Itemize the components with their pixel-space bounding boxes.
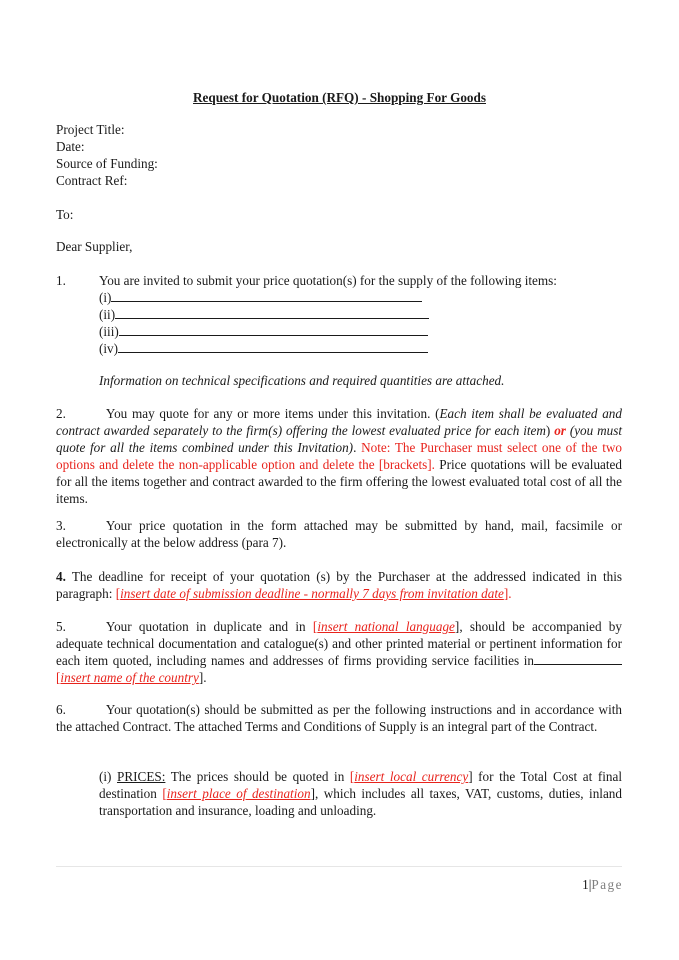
item-label-3: (iii)	[99, 324, 119, 339]
prices-dest-open: [	[162, 786, 167, 801]
item-line-2[interactable]	[99, 306, 429, 323]
page-label: Page	[591, 877, 623, 892]
date-label: Date:	[56, 139, 85, 154]
item-label-4: (iv)	[99, 341, 119, 356]
item-blank-4	[118, 340, 428, 353]
p2-or: or	[554, 423, 566, 438]
p1-text: You are invited to submit your price quotation(s) for the supply of the following items:	[99, 273, 557, 288]
footer-divider	[56, 866, 622, 867]
prices-text-b: for the Total Cost at final destination	[99, 769, 622, 801]
p5-country-close: ]	[198, 670, 204, 685]
paragraph-6	[56, 701, 622, 735]
item-label-2: (ii)	[99, 307, 116, 322]
item-blank-2	[115, 306, 429, 319]
p2-number: 2.	[56, 406, 66, 421]
item-label-1: (i)	[99, 290, 112, 305]
footer-separator: |	[588, 877, 592, 892]
p3-text: Your price quotation in the form attached may be submitted by hand, mail, facsimile or electronically at the below address (para 7).	[56, 518, 622, 550]
p4-dot: .	[62, 569, 66, 584]
p6-text: Your quotation(s) should be submitted as per the following instructions and in accordance with the attached Contract. The attached Terms and Conditions of Supply is an integral part of the Contract.	[56, 702, 622, 734]
p4-number: 4	[56, 569, 63, 584]
prices-cur-open: [	[349, 769, 355, 784]
prices-cur-close: ]	[468, 769, 473, 784]
p5-country-blank	[534, 652, 622, 665]
p5-end: .	[203, 670, 207, 685]
contract-ref-label: Contract Ref:	[56, 173, 128, 188]
p2-period: .	[353, 440, 357, 455]
paragraph-2	[56, 405, 622, 507]
p2-close-1: )	[545, 423, 551, 438]
p4-bracket-close: ].	[503, 586, 512, 601]
p5-country-placeholder[interactable]: insert name of the country	[60, 670, 199, 685]
p5-language-placeholder[interactable]: insert national language	[317, 619, 455, 634]
p6-number: 6.	[56, 702, 66, 717]
paragraph-3	[56, 517, 622, 551]
p4-text: The deadline for receipt of your quotation (s) by the Purchaser at the addressed indicated in this paragraph:	[56, 569, 623, 601]
p5-text-a: Your quotation in duplicate and in	[105, 619, 313, 634]
p5-lang-close: ]	[454, 619, 460, 634]
p2-option-2: (you must quote for all the items combined under this Invitation)	[56, 423, 623, 455]
item-line-1[interactable]	[99, 289, 422, 306]
p1-note: Information on technical specifications and required quantities are attached.	[99, 373, 505, 388]
item-line-4[interactable]	[99, 340, 428, 357]
prices-text-a: The prices should be quoted in	[170, 769, 350, 784]
p4-bracket-open: [	[115, 586, 121, 601]
p4-deadline-placeholder[interactable]: insert date of submission deadline - normally 7 days from invitation date	[120, 586, 504, 601]
destination-placeholder[interactable]: insert place of destination	[166, 786, 311, 801]
prices-marker: (i)	[99, 769, 112, 784]
document-title: Request for Quotation (RFQ) - Shopping For Goods	[193, 90, 486, 105]
p5-country-open: [	[56, 670, 61, 685]
prices-text-c: , which includes all taxes, VAT, customs, duties, inland transportation and insurance, loading and unloading.	[99, 786, 622, 818]
prices-dest-close: ]	[310, 786, 315, 801]
prices-paragraph	[99, 768, 622, 819]
currency-placeholder[interactable]: insert local currency	[354, 769, 469, 784]
p5-number: 5.	[56, 619, 66, 634]
p2-tail: Price quotations will be evaluated for all the items together and contract awarded to the firm offering the lowest evaluated total cost of all the items.	[56, 457, 622, 506]
p2-note: Note: The Purchaser must select one of the two options and delete the non-applicable option and delete the [brackets].	[56, 440, 622, 472]
to-label: To:	[56, 207, 74, 222]
prices-heading: PRICES:	[117, 769, 166, 784]
source-of-funding-label: Source of Funding:	[56, 156, 158, 171]
project-title-label: Project Title:	[56, 122, 125, 137]
p5-text-b: , should be accompanied by adequate technical documentation and catalogue(s) and other printed material or pertinent information for each item quoted, including names and addresses of firms providing service facilities in	[56, 619, 622, 668]
paragraph-5	[56, 618, 622, 686]
item-line-3[interactable]	[99, 323, 428, 340]
salutation: Dear Supplier,	[56, 239, 133, 254]
item-blank-3	[119, 323, 428, 336]
page-footer	[582, 877, 623, 893]
paragraph-4	[56, 568, 622, 602]
item-blank-1	[111, 289, 422, 302]
p2-option-1: Each item shall be evaluated and contract awarded separately to the firm(s) offering the lowest evaluated price for each item	[56, 406, 622, 438]
p2-lead: You may quote for any or more items under this invitation. (	[105, 406, 440, 421]
p1-number: 1.	[56, 273, 66, 288]
p3-number: 3.	[56, 518, 66, 533]
page-number: 1	[582, 877, 589, 892]
p5-lang-open: [	[312, 619, 318, 634]
